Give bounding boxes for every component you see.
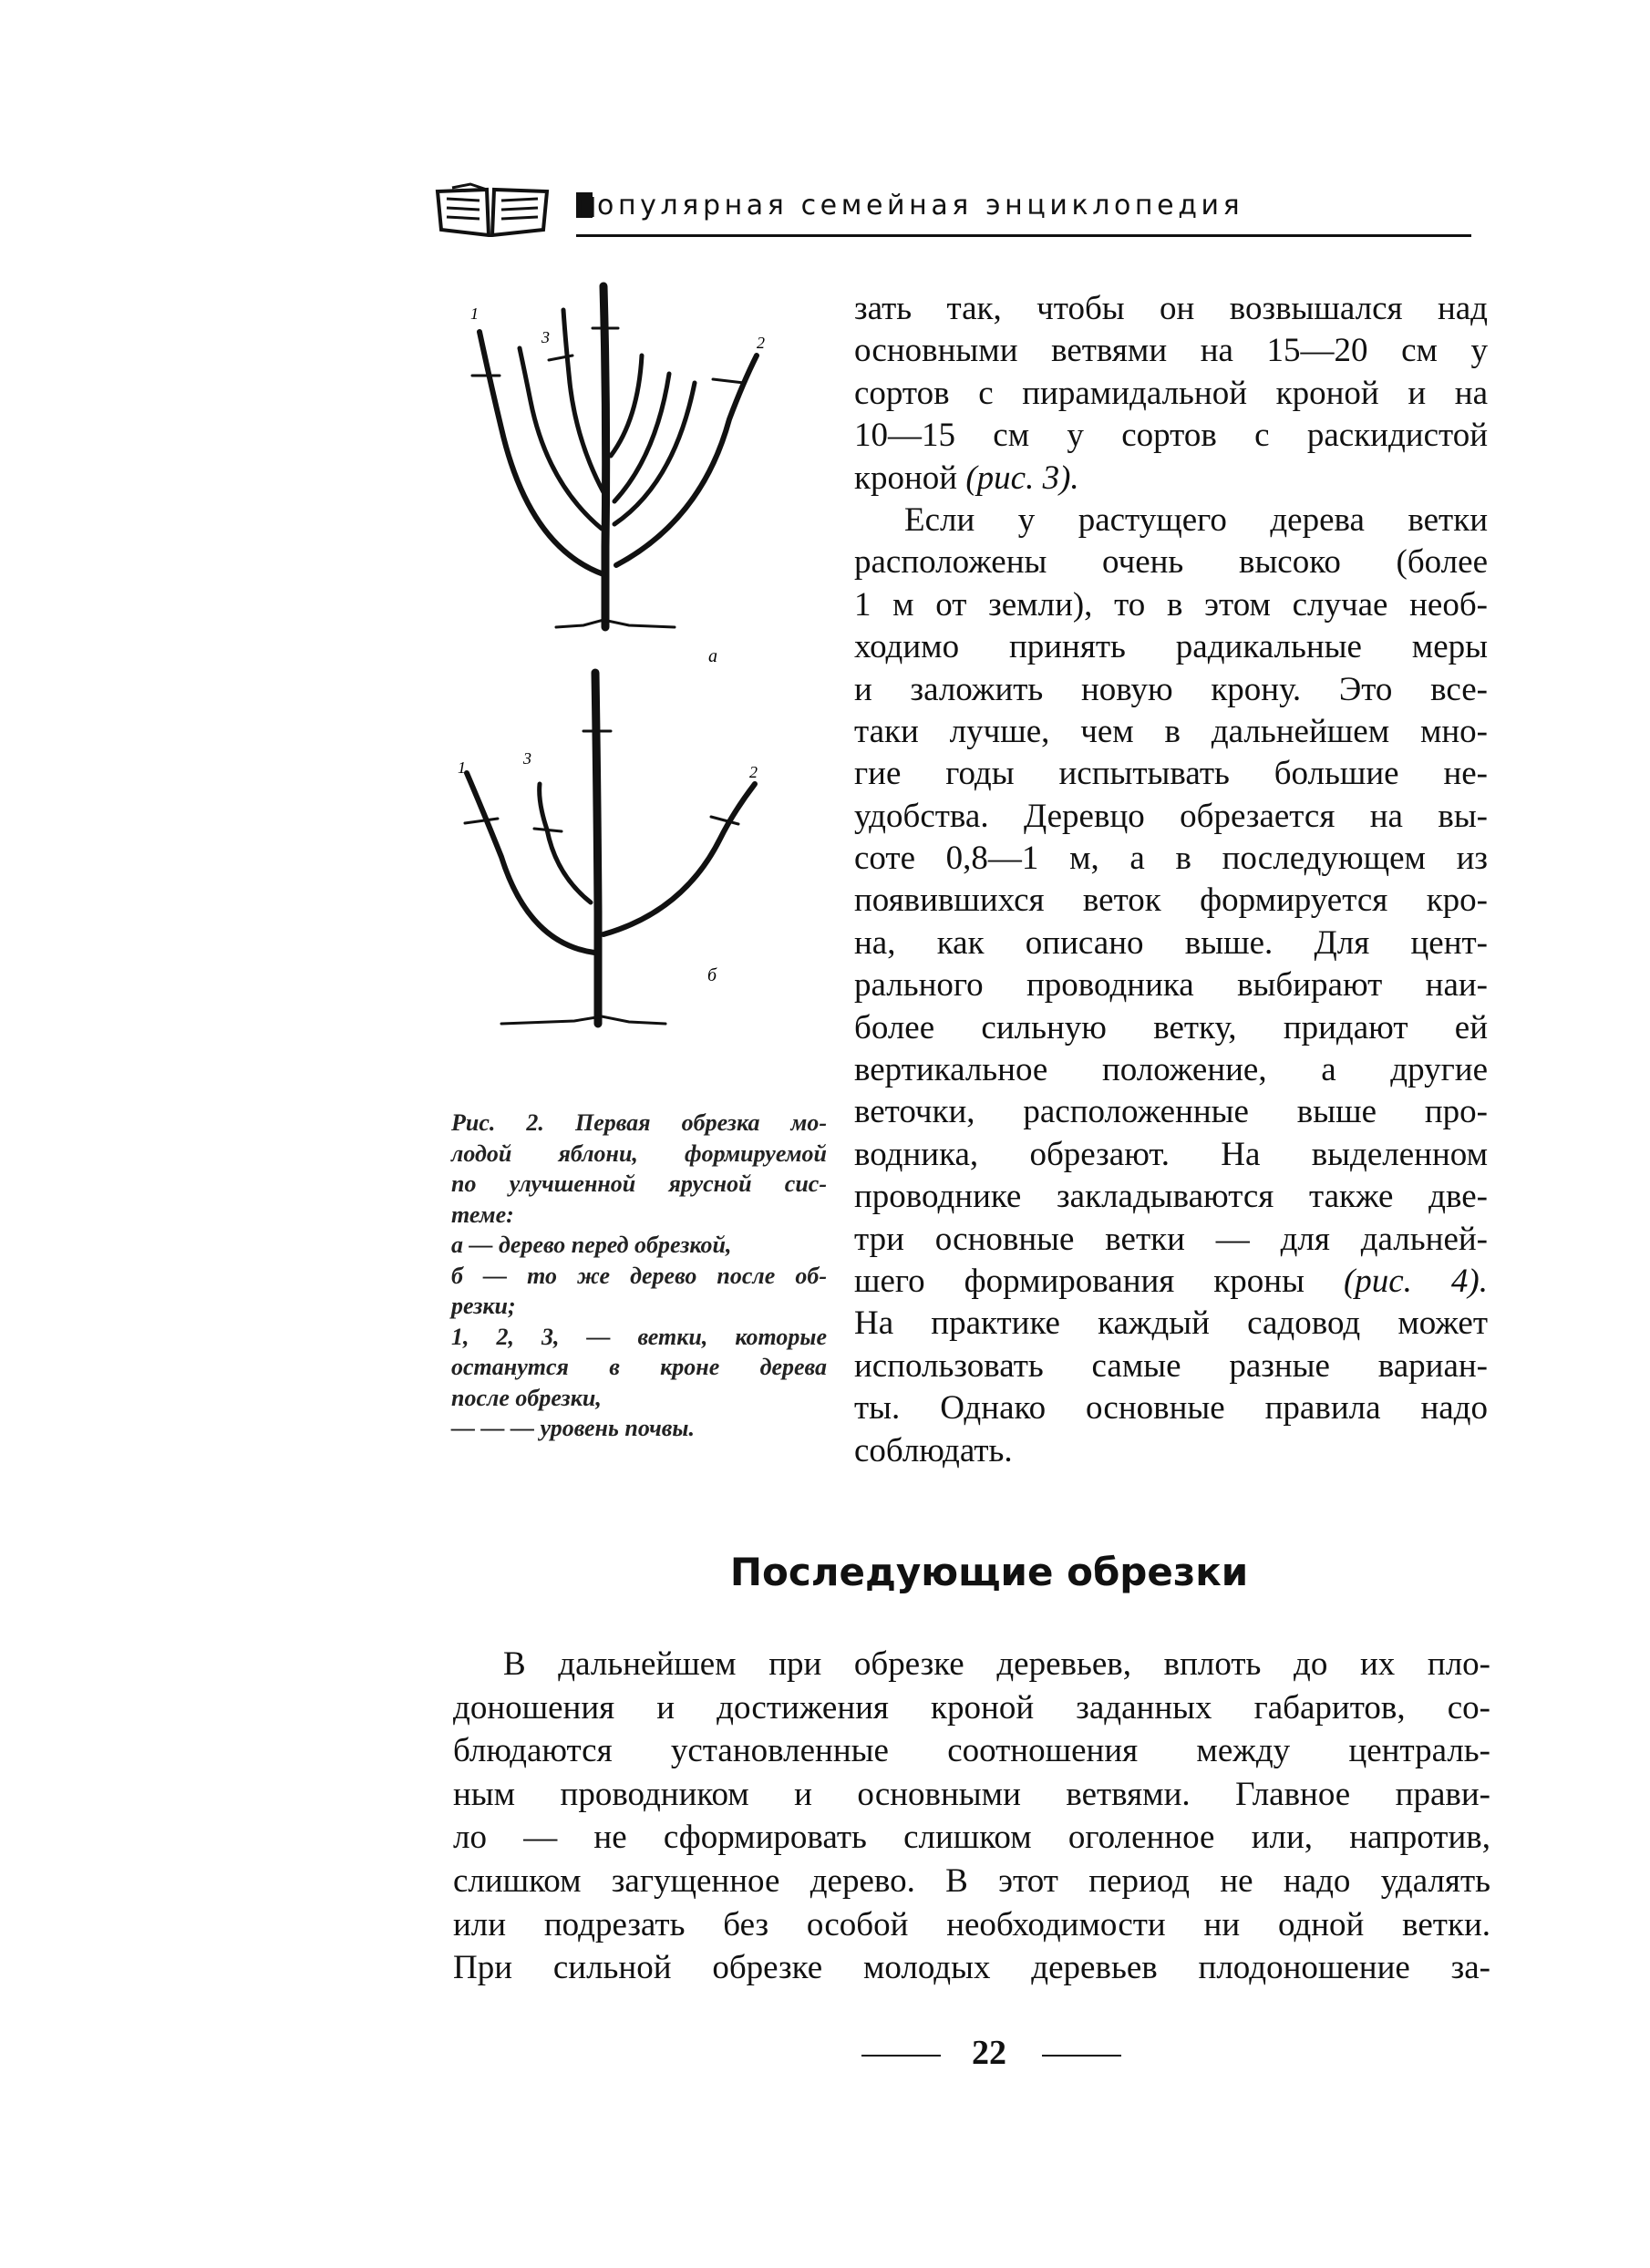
line-text: ходимо принять радикальные меры (854, 628, 1488, 666)
section-body-text (453, 1643, 1490, 1990)
text-line (854, 1430, 1488, 1472)
main-text-column (854, 288, 1488, 1472)
text-line (854, 500, 1488, 541)
line-text: теме: (451, 1201, 514, 1228)
line-text: по улучшенной ярусной сис- (451, 1170, 827, 1197)
text-line (854, 373, 1488, 415)
text-line (451, 1291, 827, 1322)
figure-apple-tree-pruning (447, 273, 866, 1048)
line-text: удобства. Деревцо обрезается на вы- (854, 797, 1488, 835)
text-line (854, 1261, 1488, 1303)
line-text: расположены очень высоко (более (854, 543, 1488, 582)
branch-label: 1 (458, 758, 466, 777)
running-header-title (576, 190, 1243, 222)
text-line (453, 1643, 1490, 1686)
line-text: вертикальное положение, а другие (854, 1051, 1488, 1089)
figure-caption (451, 1108, 827, 1444)
text-line (451, 1108, 827, 1139)
text-line (854, 1219, 1488, 1261)
line-text: три основные ветки — для дальней- (854, 1220, 1488, 1258)
text-line (854, 1387, 1488, 1429)
line-text: кроной (854, 459, 966, 497)
line-text: Если у растущего дерева ветки (904, 500, 1488, 539)
text-line (854, 288, 1488, 330)
line-text: веточки, расположенные выше про- (854, 1093, 1488, 1131)
figure-reference: (рис. 3). (965, 459, 1079, 497)
line-text: резки; (451, 1293, 516, 1319)
line-text: 1 м от земли), то в этом случае необ- (854, 585, 1488, 624)
line-text: блюдаются установленные соотношения между централь- (453, 1732, 1490, 1770)
line-text: б — то же дерево после об- (451, 1262, 827, 1289)
line-text: слишком загущенное дерево. В этот период не надо удалять (453, 1861, 1490, 1900)
line-text: Рис. 2. Первая обрезка мо- (451, 1109, 827, 1136)
figure-reference: (рис. 4). (1343, 1262, 1488, 1300)
figure-label-a: а (708, 646, 717, 666)
text-line (854, 669, 1488, 711)
line-text: ло — не сформировать слишком оголенное или, напротив, (453, 1819, 1490, 1857)
text-line (854, 458, 1488, 500)
line-text: или подрезать без особой необходимости ни одной ветки. (453, 1905, 1490, 1943)
line-text: проводнике закладываются также две- (854, 1178, 1488, 1216)
line-text: соблюдать. (854, 1431, 1013, 1469)
text-line (451, 1230, 827, 1261)
page-number-rule-right (1042, 2055, 1121, 2057)
text-line (854, 1049, 1488, 1091)
text-line (451, 1413, 827, 1444)
header-rule (576, 234, 1471, 237)
title-text: опулярная семейная энциклопедия (597, 190, 1244, 222)
tree-before-pruning (472, 286, 757, 627)
text-line (854, 330, 1488, 372)
text-line (854, 1303, 1488, 1345)
line-text: лодой яблони, формируемой (451, 1139, 827, 1167)
text-line (453, 1903, 1490, 1947)
text-line (854, 838, 1488, 880)
text-line (854, 1176, 1488, 1218)
text-line (854, 1007, 1488, 1049)
text-line (451, 1261, 827, 1292)
text-line (854, 923, 1488, 964)
text-line (854, 753, 1488, 795)
line-text: 1, 2, 3, — ветки, которые (451, 1323, 827, 1350)
text-line (451, 1139, 827, 1170)
line-text: основными ветвями на 15—20 см у (854, 332, 1488, 370)
text-line (854, 541, 1488, 583)
text-line (453, 1686, 1490, 1730)
text-line (854, 880, 1488, 922)
open-book-icon (434, 182, 551, 237)
text-line (854, 1134, 1488, 1176)
text-line (854, 1091, 1488, 1133)
line-text: зать так, чтобы он возвышался над (854, 290, 1488, 327)
line-text: ты. Однако основные правила надо (854, 1389, 1488, 1428)
line-text: останутся в кроне дерева (451, 1354, 827, 1380)
title-initial: П (576, 192, 602, 224)
text-line (854, 584, 1488, 626)
text-line (854, 415, 1488, 457)
line-text: водника, обрезают. На выделенном (854, 1135, 1488, 1173)
line-text: таки лучше, чем в дальнейшем мно- (854, 712, 1488, 750)
text-line (854, 1345, 1488, 1387)
text-line (451, 1322, 827, 1353)
line-text: В дальнейшем при обрезке деревьев, вплоть до их пло- (503, 1645, 1490, 1683)
branch-label: 3 (541, 328, 550, 346)
line-text: после обрезки, (451, 1384, 602, 1411)
text-line (453, 1729, 1490, 1773)
text-line (453, 1816, 1490, 1860)
line-text: более сильную ветку, придают ей (854, 1008, 1488, 1046)
line-text: гие годы испытывать большие не- (854, 755, 1488, 793)
text-line (854, 964, 1488, 1006)
line-text: ным проводником и основными ветвями. Главное прави- (453, 1775, 1490, 1813)
line-text: использовать самые разные вариан- (854, 1346, 1488, 1385)
text-line (854, 626, 1488, 668)
text-line (451, 1169, 827, 1200)
text-line (854, 796, 1488, 838)
branch-label: 2 (757, 334, 765, 352)
branch-label: 1 (470, 304, 479, 323)
text-line (854, 711, 1488, 753)
figure-label-b: б (707, 965, 717, 985)
line-text: шего формирования кроны (854, 1262, 1344, 1300)
line-text: рального проводника выбирают наи- (854, 966, 1488, 1005)
page-number: 22 (972, 2034, 1006, 2072)
text-line (451, 1200, 827, 1231)
line-text: На практике каждый садовод может (854, 1304, 1488, 1343)
text-line (451, 1383, 827, 1414)
line-text: а — дерево перед обрезкой, (451, 1232, 732, 1258)
text-line (453, 1860, 1490, 1903)
text-line (453, 1773, 1490, 1817)
branch-label: 2 (749, 763, 758, 781)
line-text: сортов с пирамидальной кроной и на (854, 374, 1488, 412)
section-heading: Последующие обрезки (729, 1550, 1249, 1594)
line-text: на, как описано выше. Для цент- (854, 923, 1488, 962)
line-text: и заложить новую крону. Это все- (854, 670, 1488, 708)
line-text: появившихся веток формируется кро- (854, 881, 1488, 920)
text-line (451, 1352, 827, 1383)
line-text: 10—15 см у сортов с раскидистой (854, 417, 1488, 455)
text-line (453, 1946, 1490, 1990)
line-text: соте 0,8—1 м, а в последующем из (854, 840, 1488, 878)
line-text: доношения и достижения кроной заданных габаритов, со- (453, 1688, 1490, 1727)
line-text: — — — уровень почвы. (451, 1415, 695, 1441)
line-text: При сильной обрезке молодых деревьев плодоношение за- (453, 1949, 1490, 1987)
page-number-rule-left (861, 2055, 941, 2057)
branch-label: 3 (523, 749, 531, 768)
